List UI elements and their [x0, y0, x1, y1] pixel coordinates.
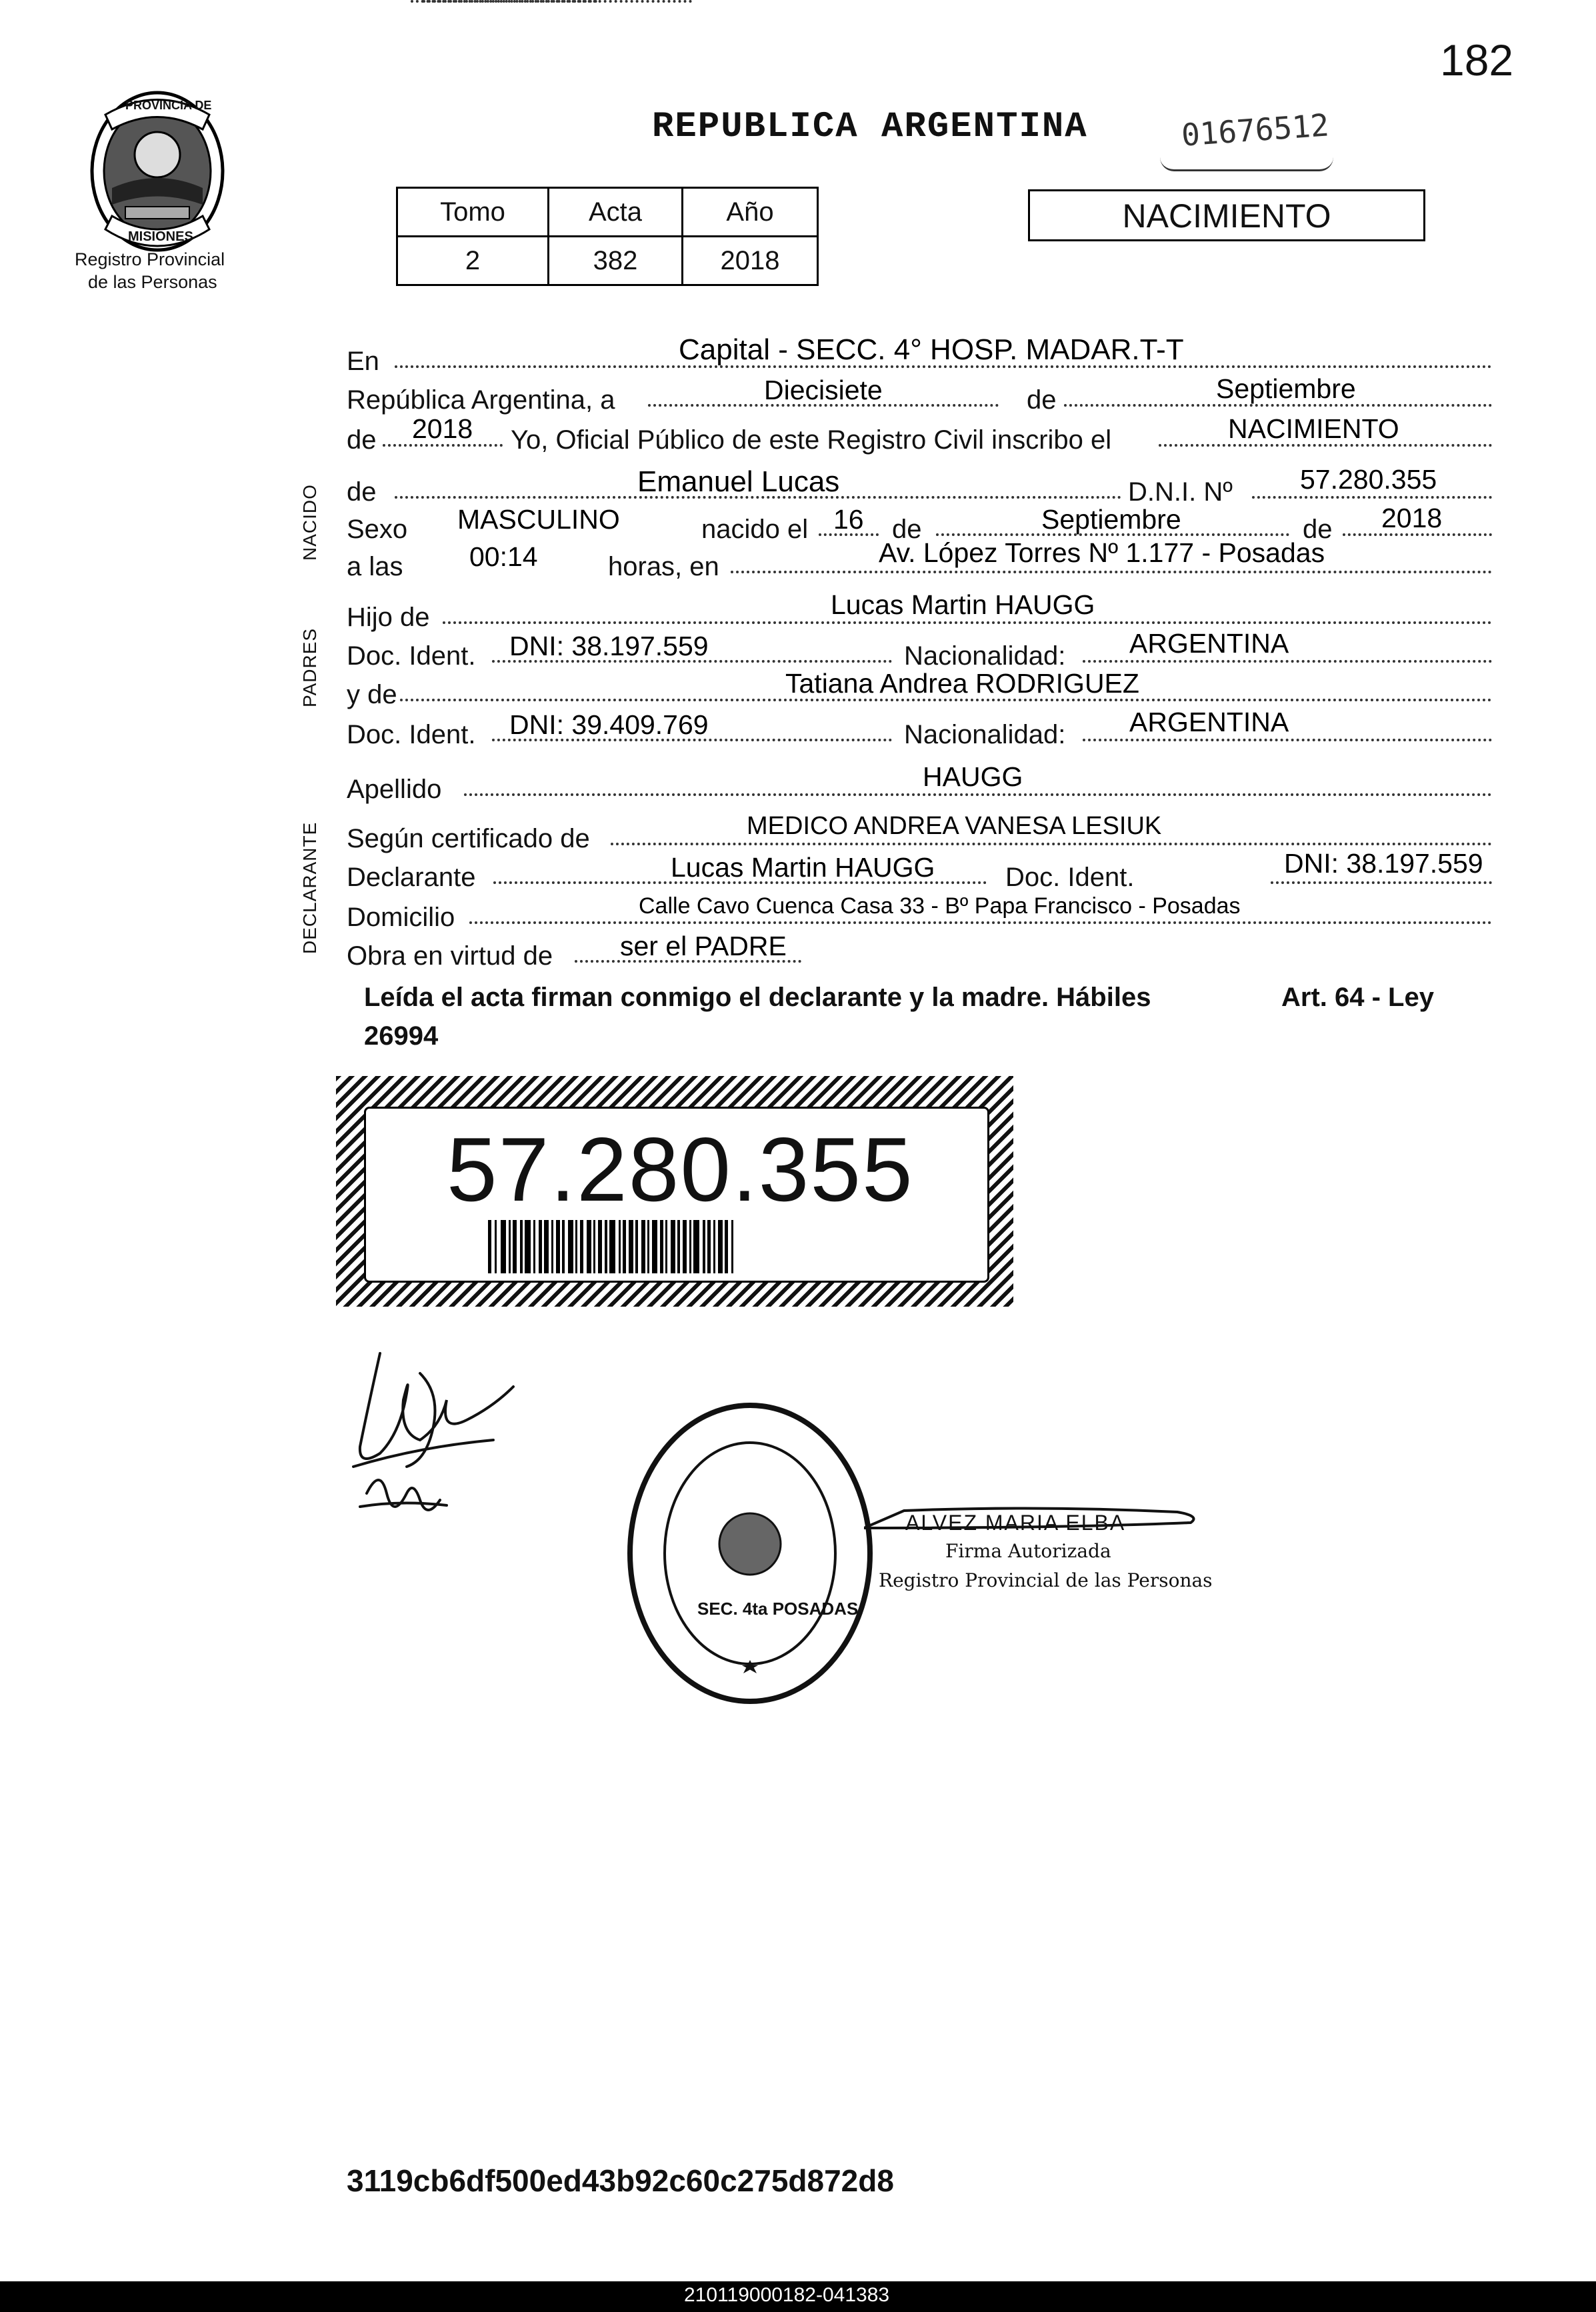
- value-birth-place: Av. López Torres Nº 1.177 - Posadas: [879, 537, 1325, 568]
- label-hours: horas, en: [608, 552, 719, 581]
- volume-table: [396, 187, 819, 286]
- serial-number: 01676512: [1180, 107, 1331, 153]
- closing-text: Leída el acta firman conmigo el declarante y la madre. Hábiles: [364, 983, 1151, 1012]
- record-type: NACIMIENTO: [1122, 197, 1331, 235]
- value-address: Calle Cavo Cuenca Casa 33 - Bº Papa Francisco - Posadas: [639, 893, 1241, 919]
- closing-law: Art. 64 - Ley: [1281, 983, 1434, 1012]
- value-sex: MASCULINO: [457, 504, 620, 535]
- value-record-kind: NACIMIENTO: [1228, 413, 1399, 444]
- registry-line2: de las Personas: [88, 272, 217, 292]
- value-father-name: Lucas Martin HAUGG: [831, 589, 1095, 620]
- dni-stamp-number: 57.280.355: [447, 1119, 914, 1220]
- dni-stamp-barcode: [488, 1220, 863, 1273]
- label-de-5: de: [1303, 515, 1333, 544]
- dots-line6b: [731, 571, 1492, 573]
- value-virtue: ser el PADRE: [620, 931, 787, 961]
- dni-stamp: [336, 1076, 1013, 1307]
- record-type-box: [1028, 189, 1425, 241]
- label-de-4: de: [892, 515, 922, 544]
- label-sex: Sexo: [347, 515, 408, 544]
- value-day-words: Diecisiete: [764, 375, 883, 405]
- value-name: Emanuel Lucas: [637, 465, 840, 498]
- label-dni: D.N.I. Nº: [1128, 477, 1233, 507]
- label-certificate: Según certificado de: [347, 824, 590, 853]
- value-birth-time: 00:14: [469, 541, 538, 572]
- value-mother-name: Tatiana Andrea RODRIGUEZ: [785, 668, 1139, 699]
- label-declarant-doc: Doc. Ident.: [1005, 863, 1135, 892]
- value-declarant-doc: DNI: 38.197.559: [1284, 848, 1483, 879]
- label-doc-mother: Doc. Ident.: [347, 720, 476, 749]
- dots-line7: [443, 621, 1492, 624]
- closing-law-number: 26994: [364, 1021, 439, 1051]
- seal-top-text: PROVINCIA DE: [125, 99, 212, 112]
- value-certificate: MEDICO ANDREA VANESA LESIUK: [747, 812, 1162, 840]
- table-header-tomo: Tomo: [397, 188, 549, 237]
- label-address: Domicilio: [347, 903, 455, 932]
- signer-org: Registro Provincial de las Personas: [879, 1569, 1213, 1591]
- table-header-acta: Acta: [549, 188, 683, 237]
- value-place: Capital - SECC. 4° HOSP. MADAR.T-T: [679, 333, 1184, 366]
- label-surname: Apellido: [347, 775, 442, 804]
- registry-line1: Registro Provincial: [75, 249, 225, 269]
- value-month: Septiembre: [1216, 373, 1356, 404]
- document-id: 210119000182-041383: [684, 2284, 890, 2306]
- label-de-2: de: [347, 425, 377, 455]
- dots-line11: [464, 793, 1492, 796]
- volume-table-row: [397, 237, 818, 285]
- dots-line8b: [1083, 660, 1492, 663]
- label-en: En: [347, 347, 379, 376]
- label-born: nacido el: [701, 515, 809, 544]
- seal-bottom-text: MISIONES: [128, 229, 193, 244]
- label-son-of: Hijo de: [347, 603, 430, 632]
- official-stamp: [625, 1401, 875, 1705]
- label-de-3: de: [347, 477, 377, 507]
- value-dni: 57.280.355: [1300, 464, 1437, 495]
- value-birth-year: 2018: [1381, 503, 1443, 533]
- label-nationality-mother: Nacionalidad:: [904, 720, 1066, 749]
- label-doc-father: Doc. Ident.: [347, 641, 476, 671]
- table-cell-tomo: 2: [397, 237, 549, 285]
- value-mother-nationality: ARGENTINA: [1129, 707, 1289, 737]
- table-cell-acta: 382: [549, 237, 683, 285]
- value-mother-doc: DNI: 39.409.769: [509, 709, 709, 740]
- label-de-1: de: [1027, 385, 1057, 415]
- value-surname: HAUGG: [923, 761, 1023, 792]
- dots-line13b: [1271, 881, 1492, 884]
- signer-role: Firma Autorizada: [945, 1540, 1111, 1562]
- volume-table-header: [397, 188, 818, 237]
- dots-line6a: [411, 0, 597, 3]
- dots-line10b: [1083, 739, 1492, 741]
- value-birth-month: Septiembre: [1041, 504, 1181, 535]
- document-title: REPUBLICA ARGENTINA: [652, 107, 1088, 147]
- label-declarant: Declarante: [347, 863, 476, 892]
- side-label-declarante: DECLARANTE: [299, 821, 320, 954]
- declarant-signature: [340, 1333, 533, 1533]
- value-year: 2018: [412, 413, 473, 444]
- side-label-padres: PADRES: [299, 627, 320, 707]
- label-and: y de: [347, 680, 397, 709]
- signer-name: ALVEZ MARIA ELBA: [905, 1511, 1126, 1535]
- serial-underline: [1160, 157, 1333, 171]
- dots-line14: [469, 921, 1492, 924]
- table-cell-ano: 2018: [683, 237, 818, 285]
- label-officer: Yo, Oficial Público de este Registro Civil inscribo el: [511, 425, 1112, 455]
- value-birth-day: 16: [833, 504, 864, 535]
- value-father-doc: DNI: 38.197.559: [509, 631, 709, 661]
- page-number: 182: [1440, 35, 1514, 85]
- label-at: a las: [347, 552, 403, 581]
- table-header-ano: Año: [683, 188, 818, 237]
- label-nationality-father: Nacionalidad:: [904, 641, 1066, 671]
- label-country: República Argentina, a: [347, 385, 615, 415]
- label-virtue: Obra en virtud de: [347, 941, 553, 971]
- side-label-nacido: NACIDO: [299, 484, 320, 561]
- stamp-inner-text: SEC. 4ta POSADAS: [697, 1599, 859, 1619]
- document-hash: 3119cb6df500ed43b92c60c275d872d8: [347, 2163, 894, 2198]
- value-declarant: Lucas Martin HAUGG: [671, 852, 935, 883]
- dots-line12: [611, 843, 1492, 845]
- value-father-nationality: ARGENTINA: [1129, 628, 1289, 659]
- dots-line4b: [1252, 496, 1492, 499]
- misiones-seal-logo: [85, 88, 229, 255]
